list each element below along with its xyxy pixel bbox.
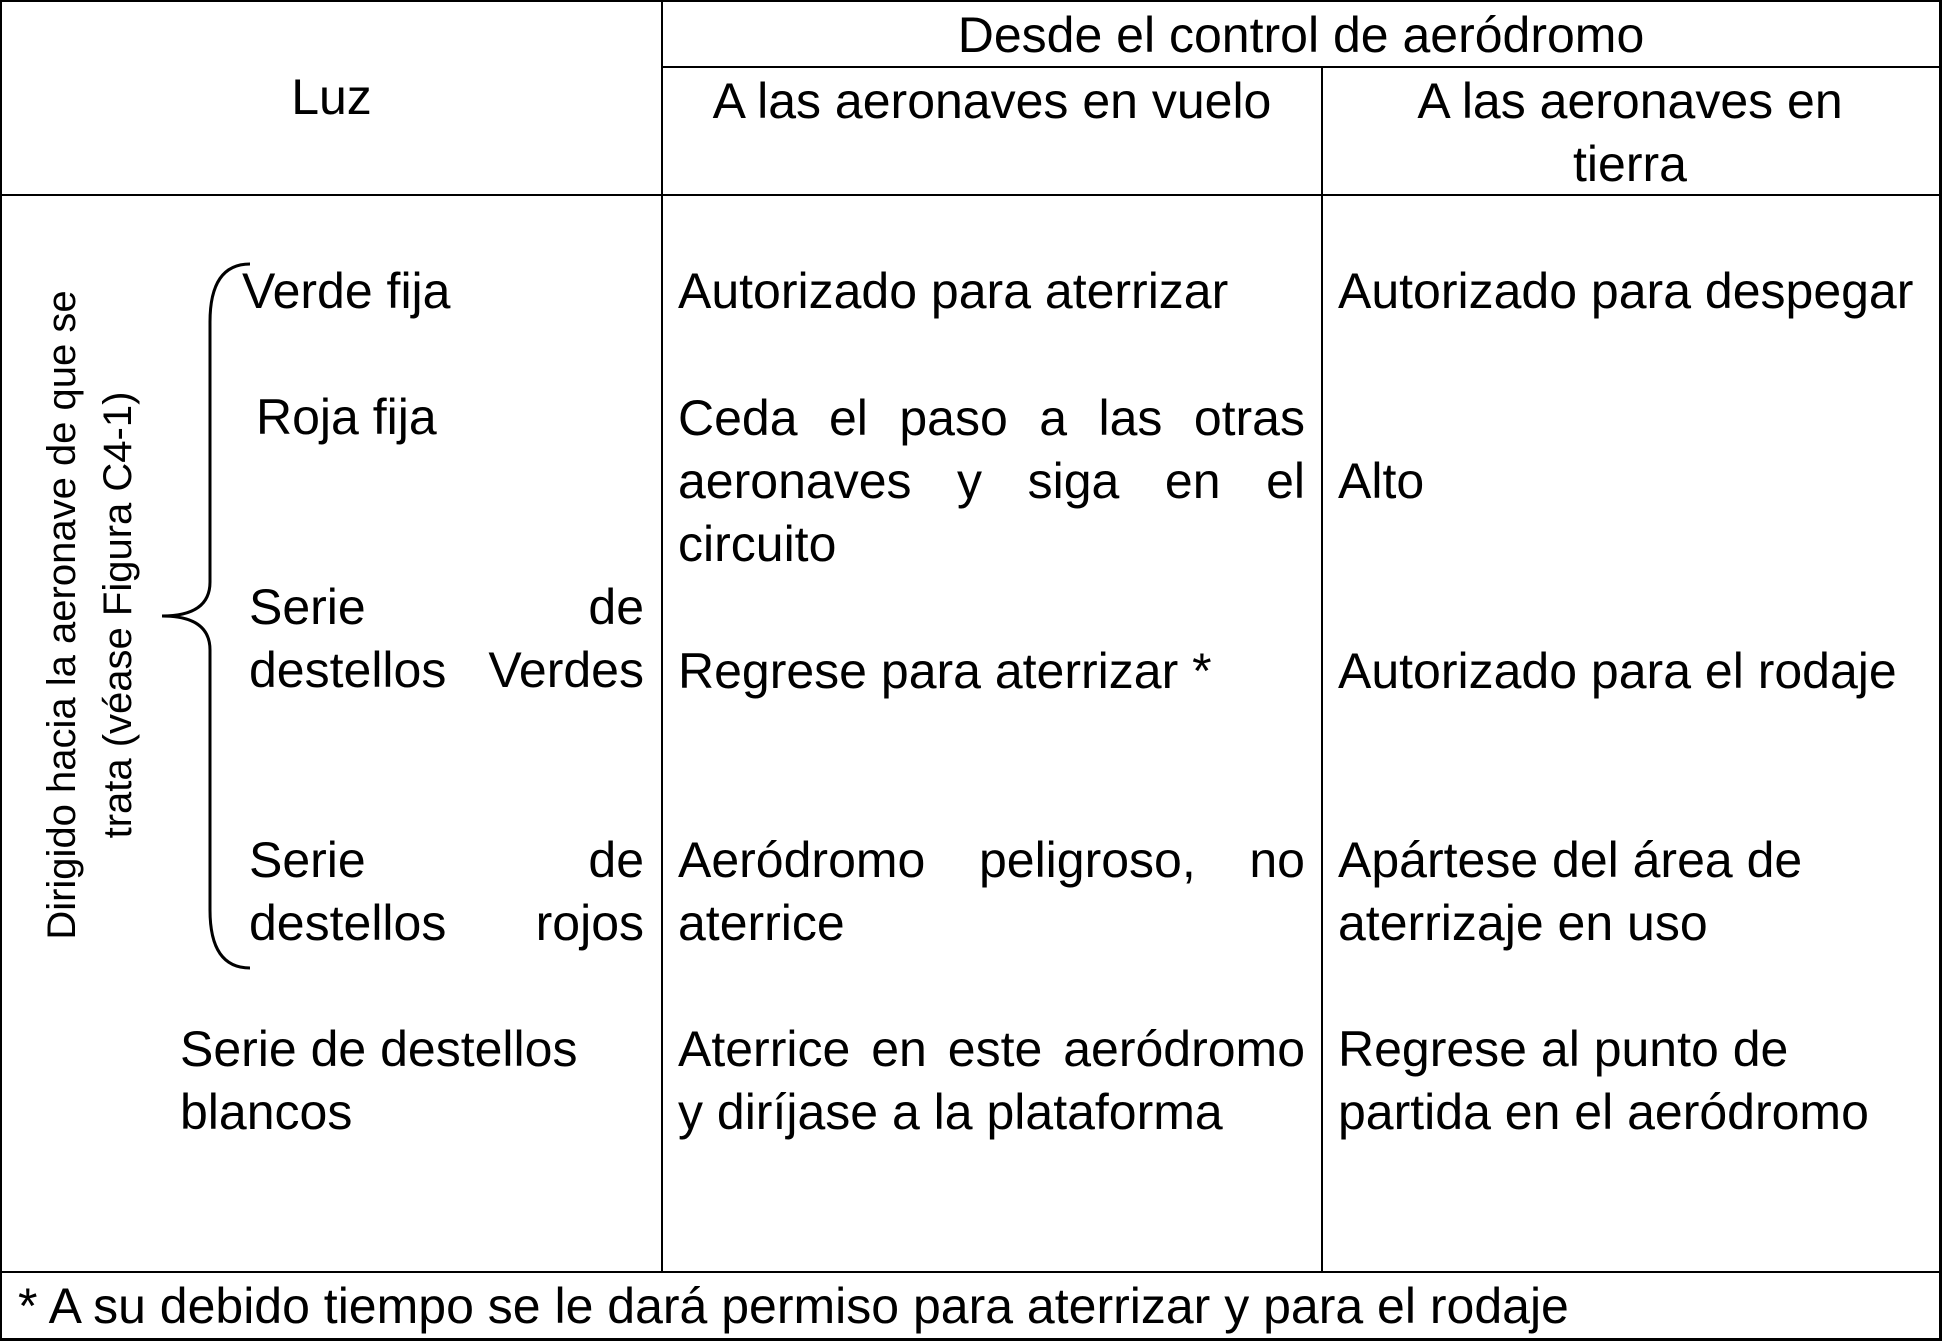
footnote-divider <box>0 1271 1942 1273</box>
flight-row-3: Regrese para aterrizar * <box>678 643 1212 699</box>
ground-row-1: Autorizado para despegar <box>1338 263 1914 319</box>
ground-row-2: Alto <box>1338 453 1425 509</box>
header-flight: A las aeronaves en vuelo <box>712 73 1272 129</box>
flight-row-1: Autorizado para aterrizar <box>678 263 1229 319</box>
ground-row-5: Regrese al punto de partida en el aeródromo <box>1338 1021 1869 1140</box>
header-ground: A las aeronaves en tierra <box>1417 73 1843 192</box>
table-border-top <box>0 0 1942 2</box>
ground-row-3: Autorizado para el rodaje <box>1338 643 1897 699</box>
table-border-left <box>0 0 2 1341</box>
flight-row-2: Ceda el paso a las otras aeronaves y siga en el circuito <box>678 390 1305 572</box>
column-divider-flight <box>1321 67 1323 1272</box>
header-luz: Luz <box>291 69 372 125</box>
footnote: * A su debido tiempo se le dará permiso para aterrizar y para el rodaje <box>18 1278 1569 1334</box>
left-curly-brace <box>160 262 260 970</box>
light-verde-fija: Verde fija <box>242 263 451 319</box>
directed-aircraft-label <box>40 270 140 960</box>
column-divider-luz <box>661 0 663 1272</box>
directed-aircraft-text: Dirigido hacia la aeronave de que se trata (véase Figura C4-1) <box>40 290 140 940</box>
ground-row-4: Apártese del área de aterrizaje en uso <box>1338 832 1803 951</box>
light-roja-fija: Roja fija <box>256 389 437 445</box>
flight-row-5: Aterrice en este aeródromo y diríjase a la plataforma <box>678 1021 1305 1140</box>
light-destellos-verdes: Serie de destellos Verdes <box>249 579 644 698</box>
header-group: Desde el control de aeródromo <box>957 7 1645 63</box>
light-destellos-rojos: Serie de destellos rojos <box>249 832 644 951</box>
light-destellos-blancos: Serie de destellos blancos <box>180 1021 578 1140</box>
flight-row-4: Aeródromo peligroso, no aterrice <box>678 832 1305 951</box>
